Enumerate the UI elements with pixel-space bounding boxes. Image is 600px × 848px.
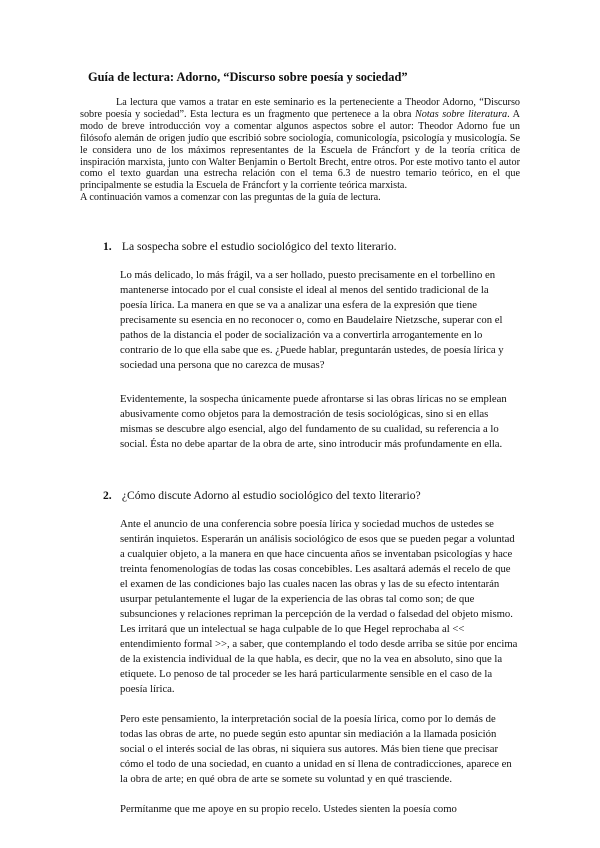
intro-section bbox=[80, 97, 520, 204]
intro-paragraph bbox=[80, 97, 520, 192]
answer-2-paragraph-1: Ante el anuncio de una conferencia sobre poesía lírica y sociedad muchos de ustedes se sentirán inquietos. Esperarán un análisis sociológico de esos que se pueden pegar a voluntad a cualquier objeto, a la manera en que hace cincuenta años se inventaban psicologías y hace treinta fenomenologías de todas las cosas concebibles. Les asaltará además el recelo de que el examen de las condiciones bajo las cuales nacen las obras y las de su efecto intentarán usurpar petulantemente el lugar de la experiencia de las obras tal como son; de que subsunciones y relaciones repriman la percepción de la verdad o falsedad del objeto mismo. Les irritará que un intelectual se haga culpable de lo que Hegel reprochaba al << entendimiento formal >>, a saber, que contemplando el todo desde arriba se sitúe por encima de la existencia individual de la que habla, es decir, que no la vea en absoluto, sino que la etiquete. Lo penoso de tal proceder se les hará particularmente sensible en el caso de la poesía lírica. bbox=[120, 518, 518, 695]
continuation-line: Permítanme que me apoye en su propio recelo. Ustedes sienten la poesía como bbox=[120, 803, 457, 815]
question-2-text: ¿Cómo discute Adorno al estudio sociológico del texto literario? bbox=[121, 489, 421, 502]
question-1-number: 1. bbox=[103, 240, 112, 253]
intro-text-start: La lectura que vamos a tratar en este seminario es la perteneciente a Theodor Adorno, “Discurso sobre poesía y sociedad”. Esta lectura es un fragmento que pertenece a la obra bbox=[80, 97, 520, 120]
answer-1-paragraph-1: Lo más delicado, lo más frágil, va a ser hollado, puesto precisamente en el torbellino en mantenerse intocado por el cual consiste el ideal al menos del sentido tradicional de la poesía lírica. La manera en que se va a analizar una esfera de la expresión que tiene precisamente su esencia en no reconocer o, como en Baudelaire Nietzsche, superar con el pathos de la distancia el poder de socialización va a convertirla arrogantemente en lo contrario de lo que ella sabe que es. ¿Puede hablar, preguntarán ustedes, de poesía lírica y sociedad una persona que no carezca de musas? bbox=[120, 269, 504, 371]
intro-transition: A continuación vamos a comenzar con las preguntas de la guía de lectura. bbox=[80, 192, 381, 204]
document-title: Guía de lectura: Adorno, “Discurso sobre poesía y sociedad” bbox=[88, 70, 408, 84]
book-title-italic: Notas sobre literatura bbox=[414, 108, 508, 120]
question-1-text: La sospecha sobre el estudio sociológico del texto literario. bbox=[121, 240, 397, 253]
answer-2-paragraph-2: Pero este pensamiento, la interpretación social de la poesía lírica, como por lo demás de todas las obras de arte, no puede según esto apuntar sin mediación a la llamada posición social o el interés social de las obras, ni siquiera sus autores. Más bien tiene que precisar cómo el todo de una sociedad, en cuanto a unidad en sí llena de contradicciones, aparece en la obra de arte; en qué obra de arte se somete su voluntad y en qué trasciende. bbox=[120, 713, 512, 785]
intro-text-end: . A modo de breve introducción voy a comentar algunos aspectos sobre el autor: Theodor Adorno fue un filósofo alemán de origen judío que escribió sobre sociología, comunicología, psicología y musicología. Se le considera uno de los máximos representantes de la Escuela de Fráncfort y de la teoría crítica de inspiración marxista, junto con Walter Benjamin o Bertolt Brecht, entre otros. Por este motivo tanto el autor como el texto guardan una estrecha relación con el tema 6.3 de nuestro temario teórico, en el que principalmente se estudia la Escuela de Fráncfort y la corriente teórica marxista. bbox=[80, 108, 521, 192]
question-2-number: 2. bbox=[103, 489, 112, 502]
answer-1-paragraph-2: Evidentemente, la sospecha únicamente puede afrontarse si las obras líricas no se emplean abusivamente como objetos para la demostración de tesis sociológicas, sino si en ellas mismas se descubre algo esencial, algo del fundamento de su cualidad, su referencia a lo social. Ésta no debe apartar de la obra de arte, sino introducir más profundamente en ella. bbox=[120, 393, 507, 450]
question-2-heading bbox=[103, 489, 421, 502]
question-1-heading bbox=[103, 240, 397, 253]
